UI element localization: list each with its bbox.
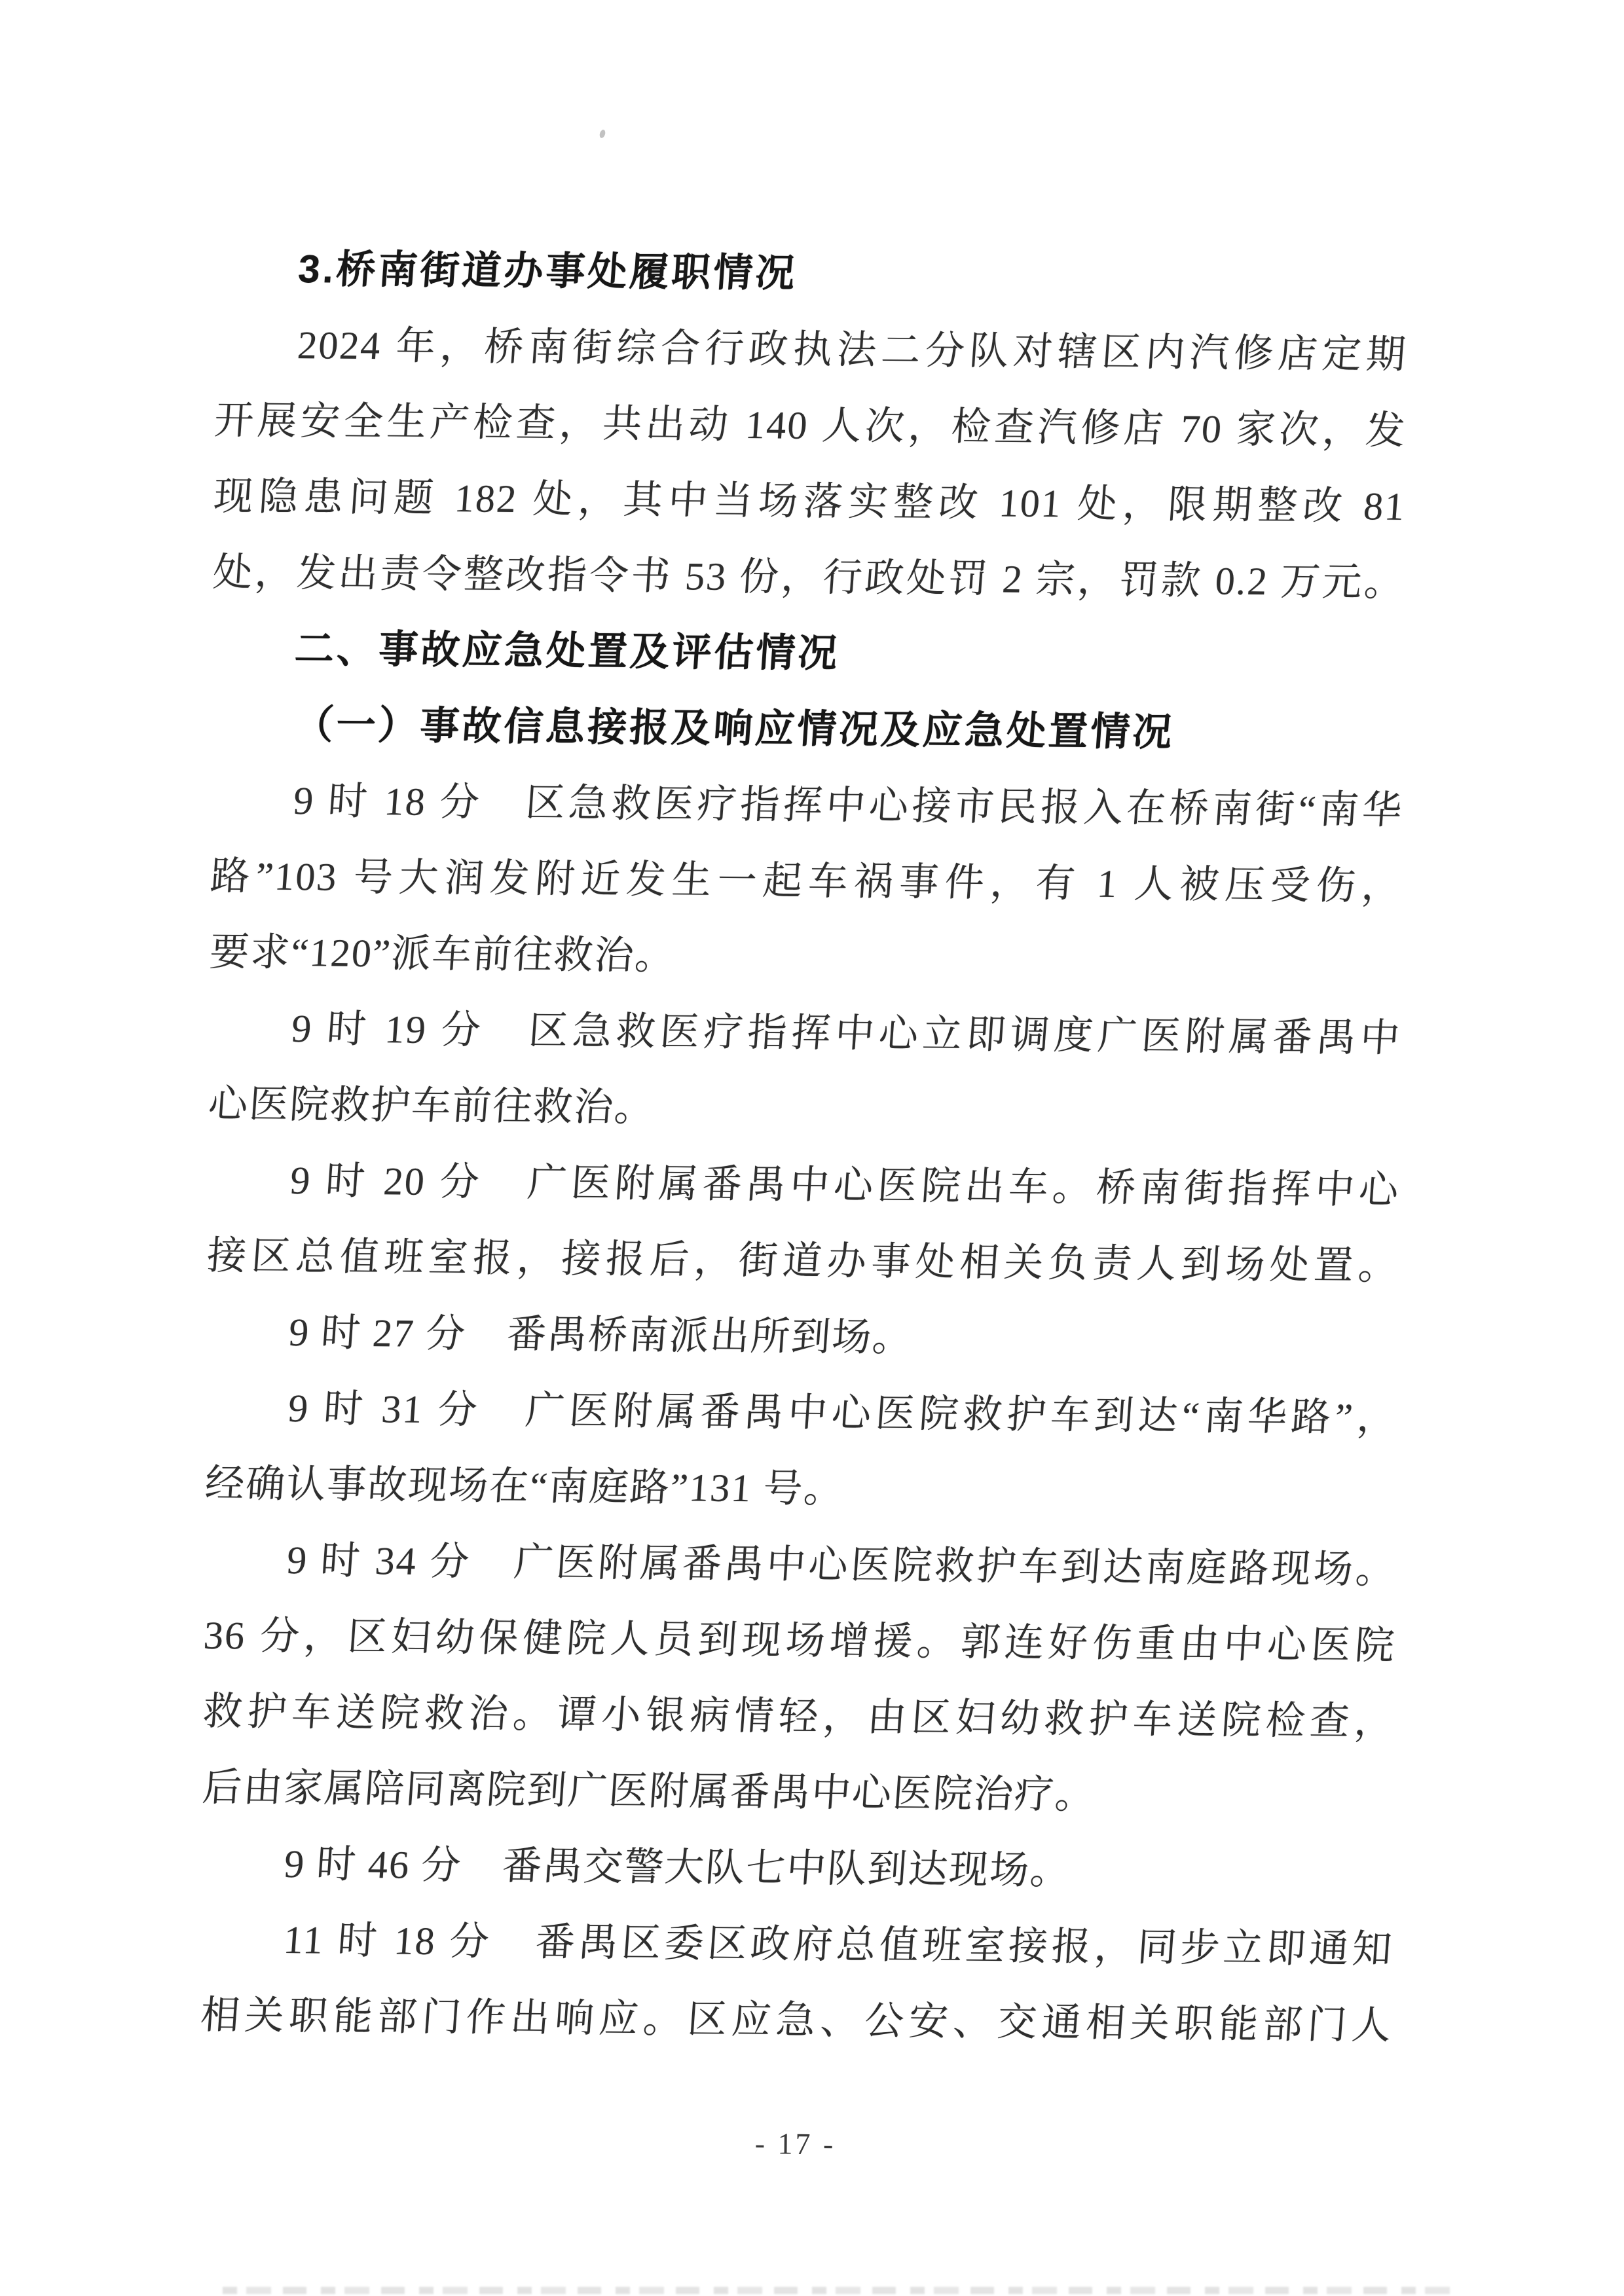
text-line: 后由家属陪同离院到广医附属番禺中心医院治疗。 xyxy=(200,1765,1098,1817)
text-line: 相关职能部门作出响应。区应急、公安、交通相关职能部门人 xyxy=(198,1993,1394,2047)
document-text-block xyxy=(198,230,1409,2161)
text-line: 9 时 20 分 广医附属番禺中心医院出车。桥南街指挥中心 xyxy=(289,1159,1401,1212)
text-line: 接区总值班室报，接报后，街道办事处相关负责人到场处置。 xyxy=(206,1233,1401,1288)
text-line: 处，发出责令整改指令书 53 份，行政处罚 2 宗，罚款 0.2 万元。 xyxy=(212,550,1407,604)
text-line: 救护车送院救治。谭小银病情轻，由区妇幼救护车送院检查， xyxy=(201,1689,1397,1743)
text-line: 9 时 18 分 区急救医疗指挥中心接市民报入在桥南街“南华 xyxy=(292,779,1405,832)
text-line: 2024 年，桥南街综合行政执法二分队对辖区内汽修店定期 xyxy=(296,323,1409,376)
text-line: 36 分，区妇幼保健院人员到现场增援。郭连好伤重由中心医院 xyxy=(202,1613,1397,1667)
document-lines xyxy=(200,230,1408,2064)
text-line: 经确认事故现场在“南庭路”131 号。 xyxy=(203,1461,846,1511)
text-line: 现隐患问题 182 处，其中当场落实整改 101 处，限期整改 81 xyxy=(212,475,1407,528)
text-line: 9 时 27 分 番禺桥南派出所到场。 xyxy=(287,1311,915,1360)
text-line: 9 时 19 分 区急救医疗指挥中心立即调度广医附属番禺中 xyxy=(290,1007,1403,1060)
text-line: 二、事故应急处置及评估情况 xyxy=(293,627,841,676)
page-number: - 17 - xyxy=(754,2126,836,2161)
text-line: 9 时 31 分 广医附属番禺中心医院救护车到达“南华路”， xyxy=(286,1387,1399,1440)
text-line: 开展安全生产检查，共出动 140 人次，检查汽修店 70 家次，发 xyxy=(213,399,1408,452)
text-line: 9 时 46 分 番禺交警大队七中队到达现场。 xyxy=(282,1842,1073,1893)
text-line: 9 时 34 分 广医附属番禺中心医院救护车到达南庭路现场。 xyxy=(285,1539,1398,1592)
text-line: 要求“120”派车前往救治。 xyxy=(208,930,677,978)
scan-artifact-speck xyxy=(599,129,606,139)
text-line: 路”103 号大润发附近发生一起车祸事件，有 1 人被压受伤， xyxy=(209,854,1404,908)
text-line: 11 时 18 分 番禺区委区政府总值班室接报，同步立即通知 xyxy=(282,1918,1395,1971)
scan-bleedthrough-strip xyxy=(223,2287,1454,2294)
text-line: （一）事故信息接报及响应情况及应急处置情况 xyxy=(293,702,1176,754)
text-line: 3.桥南街道办事处履职情况 xyxy=(297,247,799,295)
text-line: 心医院救护车前往救治。 xyxy=(207,1082,657,1129)
